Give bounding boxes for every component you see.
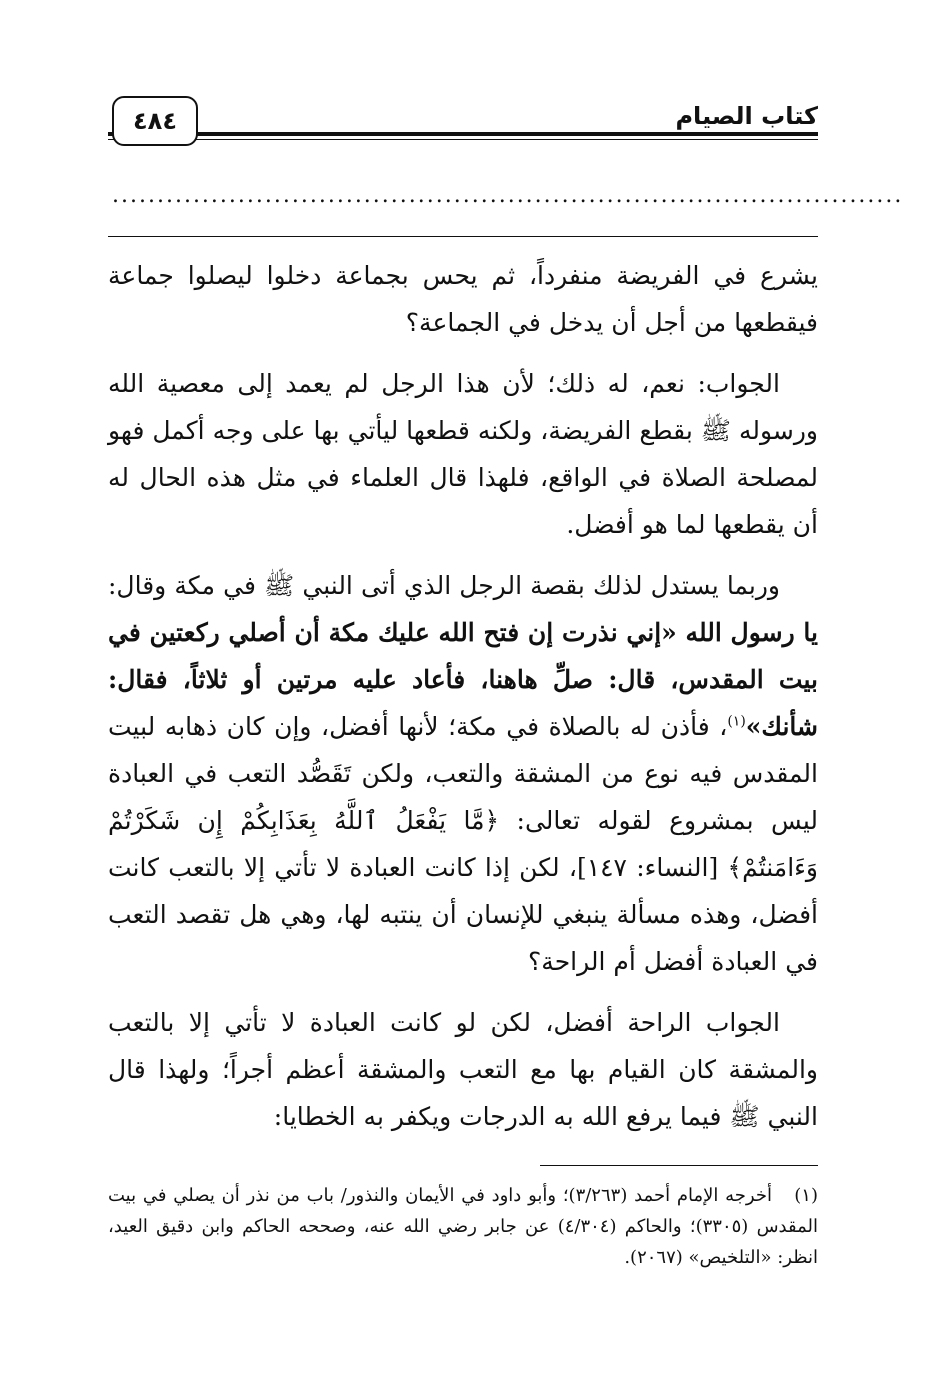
paragraph bbox=[108, 999, 818, 1140]
hadith-quote: يا رسول الله «إني نذرت إن فتح الله عليك مكة أن أصلي ركعتين في بيت المقدس، قال: صلِّ هاهنا، فأعاد عليه مرتين أو ثلاثاً، فقال: شأنك» bbox=[108, 618, 818, 741]
paragraph bbox=[108, 562, 818, 985]
paragraph bbox=[108, 360, 818, 548]
paragraph-text: ، فأذن له بالصلاة في مكة؛ لأنها أفضل، وإن كان ذهابه لبيت المقدس فيه نوع من المشقة والتعب، ولكن تَقَصُّد التعب في العبادة ليس بمشروع لقوله تعالى: ﴿مَّا يَفْعَلُ ٱللَّهُ بِعَذَابِكُمْ إِن شَكَرْتُمْ وَءَامَنتُمْ﴾ [النساء: ١٤٧]، لكن إذا كانت العبادة لا تأتي إلا بالتعب كانت أفضل، وهذه مسألة ينبغي للإنسان أن ينتبه لها، وهي هل تقصد التعب في العبادة أفضل أم الراحة؟ bbox=[108, 712, 818, 976]
ellipsis-separator: ........................................................................................ bbox=[112, 183, 904, 208]
footnote-number: (١) bbox=[794, 1185, 818, 1206]
header-rule-thick bbox=[108, 132, 818, 136]
section-divider bbox=[108, 236, 818, 237]
header-rule-thin bbox=[108, 139, 818, 140]
paragraph-text: الجواب الراحة أفضل، لكن لو كانت العبادة لا تأتي إلا بالتعب والمشقة كان القيام بها مع التعب والمشقة أعظم أجراً؛ ولهذا قال النبي ﷺ فيما يرفع الله به الدرجات ويكفر به الخطايا: bbox=[108, 1008, 818, 1131]
paragraph-text: يشرع في الفريضة منفرداً، ثم يحس بجماعة دخلوا ليصلوا جماعة فيقطعها من أجل أن يدخل في الجماعة؟ bbox=[108, 261, 818, 337]
paragraph bbox=[108, 252, 818, 346]
book-title: كتاب الصيام bbox=[675, 102, 818, 130]
footnote-text: أخرجه الإمام أحمد (٣/٢٦٣)؛ وأبو داود في الأيمان والنذور/ باب من نذر أن يصلي في بيت المقدس (٣٣٠٥)؛ والحاكم (٤/٣٠٤) عن جابر رضي الله عنه، وصححه الحاكم وابن دقيق العيد، انظر: «التلخيص» (٢٠٦٧). bbox=[108, 1185, 818, 1268]
page-header bbox=[108, 96, 818, 150]
body-text bbox=[108, 252, 818, 1154]
footnote-rule bbox=[540, 1165, 818, 1166]
paragraph-text: الجواب: نعم، له ذلك؛ لأن هذا الرجل لم يعمد إلى معصية الله ورسوله ﷺ بقطع الفريضة، ولكنه قطعها ليأتي بها على وجه أكمل فهو لمصلحة الصلاة في الواقع، فلهذا قال العلماء في مثل هذه الحال له أن يقطعها لما هو أفضل. bbox=[108, 369, 818, 539]
footnote bbox=[108, 1180, 818, 1273]
paragraph-text: وربما يستدل لذلك بقصة الرجل الذي أتى النبي ﷺ في مكة وقال: bbox=[108, 571, 780, 600]
footnote-ref: (١) bbox=[727, 713, 746, 730]
page-number: ٤٨٤ bbox=[112, 96, 198, 146]
